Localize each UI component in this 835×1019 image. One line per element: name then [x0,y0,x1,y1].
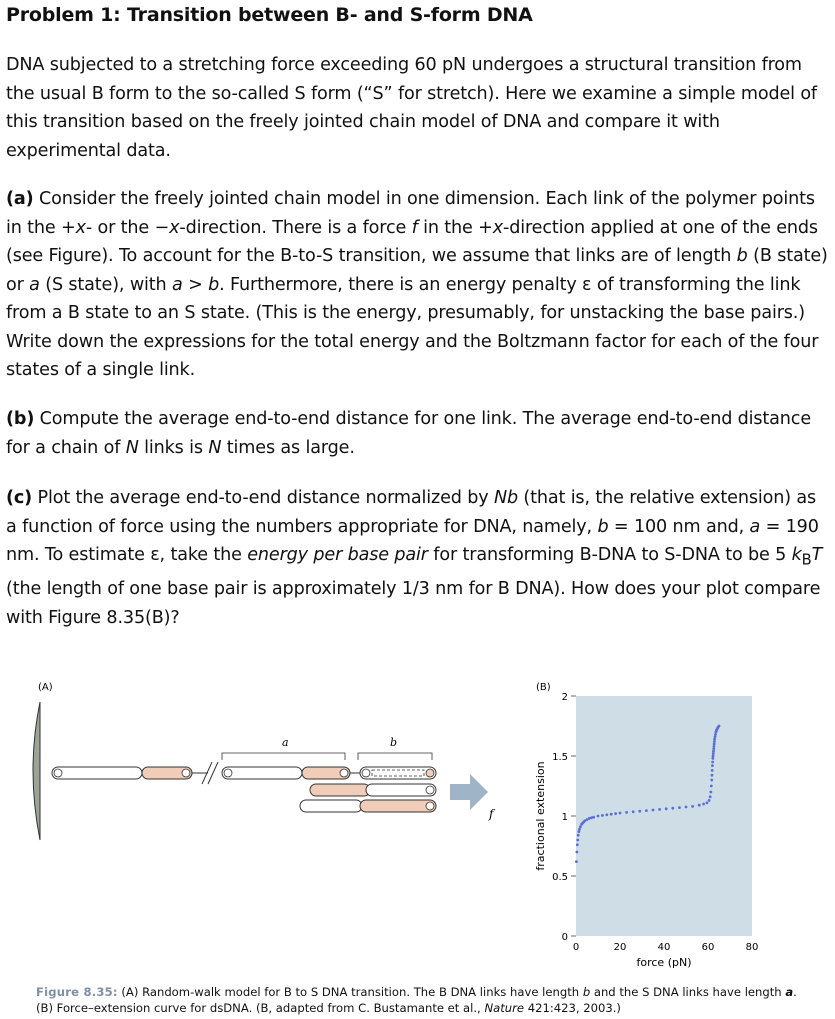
chain-break-mark [192,762,218,784]
part-b-run: (b) [6,409,35,429]
label-b: b [390,736,398,749]
label-a: a [282,736,289,749]
data-point [711,757,714,760]
data-point [652,809,655,812]
length-bracket-a [222,753,345,760]
caption-b: b [582,985,591,999]
figure-caption [36,984,826,1016]
data-point [577,830,580,833]
part-a-paragraph [6,185,832,385]
part-a-run: . Furthermore, there is an energy penalty ε of transforming the link from a B state to an S state. (This is the energy, presumably, for unstacking the base pairs.) Write down the expressions for the total energy and the Boltzmann factor for each of the four states of a single link. [6,274,819,380]
data-point [711,761,714,764]
data-point [718,725,721,728]
caption-text-3: . [793,985,797,999]
link-b-1 [52,767,192,779]
link-b-2 [360,767,436,779]
part-c-run: (the length of one base pair is approximately 1/3 nm for B DNA). How does your plot compare with Figure 8.35(B)? [6,579,821,628]
figure-a-panel-label: (A) [38,682,53,693]
part-b-run: times as large. [221,437,355,458]
data-point [576,839,579,842]
x-tick-label: 20 [613,942,627,953]
data-point [711,764,714,767]
part-a-run: (B state) or [6,246,828,295]
data-point [713,743,716,746]
data-point [685,806,688,809]
part-a-run: Consider the freely jointed chain model in one dimension. Each link of the polymer points in the + [6,189,815,238]
force-arrow [450,774,488,810]
data-point [711,769,714,772]
figure-a-diagram [30,680,520,850]
data-point [714,733,717,736]
data-point [645,809,648,812]
y-tick-label: 0.5 [552,872,568,883]
caption-text-5: 421:423, 2003.) [524,1001,621,1015]
data-point [575,851,578,854]
part-c-run: (that is, the relative extension) as a function of force using the numbers appropriate for DNA, namely, [6,488,817,537]
link-alternatives [300,784,436,812]
part-c-run: k [791,545,802,565]
data-point [614,812,617,815]
part-a-run: > [182,274,209,295]
x-tick-label: 80 [745,942,759,953]
part-c-run: energy per base pair [247,545,428,565]
intro-paragraph [6,51,832,165]
data-point [708,799,711,802]
data-point [713,740,716,743]
part-a-run: (S state), with [39,274,172,295]
link-s-1 [222,767,350,779]
data-point [579,825,582,828]
data-point [709,795,712,798]
data-point [698,804,701,807]
part-c-run: (c) [6,488,33,508]
chart-y-label: fractional extension [534,761,547,871]
part-a-run: x [169,217,180,238]
part-c-run: Plot the average end-to-end distance normalized by [32,488,494,508]
part-c-paragraph [6,484,832,632]
part-a-run: -direction. There is a force [179,217,412,238]
data-point [577,834,580,837]
data-point [576,843,579,846]
figure-b-chart [530,678,760,968]
x-tick-label: 60 [701,942,715,953]
part-a-run: x [492,217,504,238]
part-b-text [6,405,832,462]
part-a-run: a [29,274,40,295]
caption-label: Figure 8.35: [36,985,118,999]
data-point [691,805,694,808]
data-point [597,815,600,818]
data-point [710,779,713,782]
part-b-run: N [208,437,222,458]
part-c-run: B [801,551,812,569]
y-tick-label: 1.5 [552,752,568,763]
chart-panel-label: (B) [536,682,551,693]
wall-shape [33,702,40,840]
part-a-run: a [172,274,183,295]
part-c-run: = 100 nm and, [608,516,750,537]
data-point [712,747,715,750]
data-point [601,814,604,817]
data-point [714,735,717,738]
part-c-run: T [811,545,823,565]
data-point [658,808,661,811]
chart-x-label: force (pN) [636,956,692,968]
part-a-run: x [75,217,86,238]
caption-text-1: (A) Random-walk model for B to S DNA transition. The B DNA links have length [117,985,583,999]
part-b-paragraph [6,405,832,462]
data-point [632,810,635,813]
data-point [665,807,668,810]
part-b-run: links is [138,437,209,458]
data-point [578,828,581,831]
data-point [678,806,681,809]
y-tick-label: 1 [561,812,568,823]
data-point [610,813,613,816]
caption-a: a [785,985,794,999]
part-a-text [6,185,832,385]
caption-journal: Nature [484,1001,525,1015]
data-point [713,738,716,741]
label-f: f [489,807,494,821]
problem-title: Problem 1: Transition between B- and S-form DNA [6,4,533,26]
data-point [706,801,709,804]
data-point [712,750,715,753]
part-c-run: Nb [493,488,518,508]
x-tick-label: 40 [657,942,671,953]
caption-text-2: and the S DNA links have length [590,985,786,999]
data-point [712,755,715,758]
part-a-run: (a) [6,189,34,209]
part-a-run: f [411,217,418,238]
data-point [709,791,712,794]
data-point [638,810,641,813]
data-point [575,860,578,863]
data-point [625,811,628,814]
part-c-text [6,484,832,632]
data-point [702,803,705,806]
data-point [619,812,622,815]
y-tick-label: 0 [561,932,568,943]
part-a-run: -direction applied at one of the ends (see Figure). To account for the B-to-S transition, we assume that links are of length [6,217,818,266]
length-bracket-b [358,753,432,760]
y-tick-label: 2 [561,692,568,703]
part-a-run: b [208,274,220,295]
data-point [712,752,715,755]
data-point [711,774,714,777]
part-b-run: N [125,437,139,458]
intro-run: DNA subjected to a stretching force exceeding 60 pN undergoes a structural transition from the usual B form to the so-called S form (“S” for stretch). Here we examine a simple model of this transition based on the freely jointed chain model of DNA and compare it with experimental data. [6,55,817,161]
part-a-run: - or the − [85,217,170,238]
part-c-run: for transforming B-DNA to S-DNA to be 5 [427,545,792,565]
caption-text-4: (B) Force–extension curve for dsDNA. (B, adapted from C. Bustamante et al., [36,1001,485,1015]
intro-text [6,51,832,165]
part-b-run: Compute the average end-to-end distance for one link. The average end-to-end distance for a chain of [6,409,812,458]
x-tick-label: 0 [572,942,580,953]
part-c-run: a [749,516,761,537]
part-a-run: b [736,246,748,266]
data-point [605,813,608,816]
data-point [710,785,713,788]
part-a-run: in the + [417,217,493,238]
part-c-run: b [597,516,609,537]
data-point [671,807,674,810]
part-c-run: = 190 nm. To estimate ε, take the [6,516,819,565]
data-point [592,816,595,819]
data-point [713,745,716,748]
